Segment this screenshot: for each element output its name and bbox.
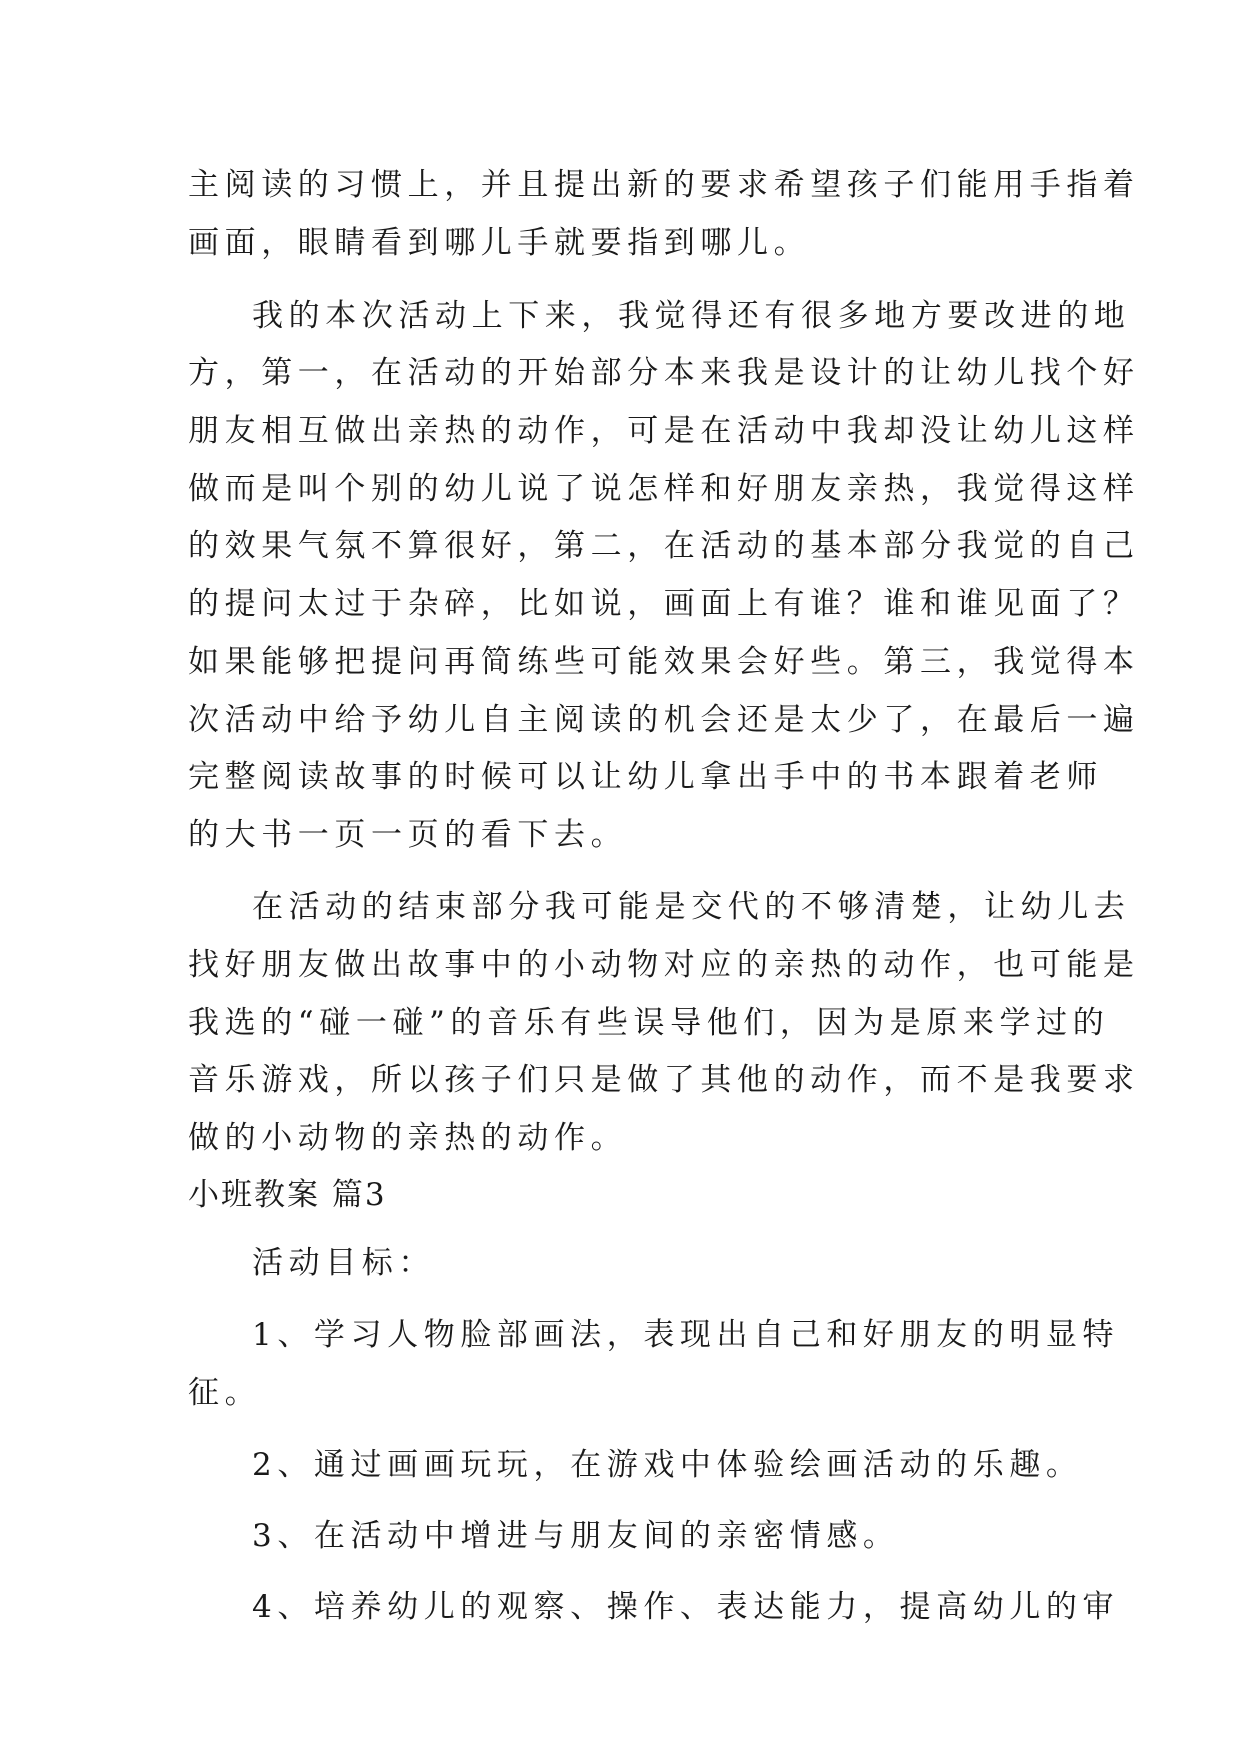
text-line: 的大书一页一页的看下去。 bbox=[188, 817, 628, 853]
text-line: 征。 bbox=[188, 1375, 262, 1411]
text-line: 次活动中给予幼儿自主阅读的机会还是太少了，在最后一遍 bbox=[188, 702, 1140, 738]
text-line: 朋友相互做出亲热的动作，可是在活动中我却没让幼儿这样 bbox=[188, 413, 1140, 449]
text-line: 我选的“碰一碰”的音乐有些误导他们，因为是原来学过的 bbox=[188, 1005, 1110, 1041]
text-line: 音乐游戏，所以孩子们只是做了其他的动作，而不是我要求 bbox=[188, 1062, 1140, 1098]
text-line: 的效果气氛不算很好，第二，在活动的基本部分我觉的自己 bbox=[188, 528, 1140, 564]
paragraph-first-line: 我的本次活动上下来，我觉得还有很多地方要改进的地 bbox=[252, 298, 1131, 334]
text-line: 如果能够把提问再简练些可能效果会好些。第三，我觉得本 bbox=[188, 644, 1140, 680]
text-line: 画面，眼睛看到哪儿手就要指到哪儿。 bbox=[188, 225, 811, 261]
section-label: 活动目标： bbox=[252, 1245, 435, 1281]
list-item: 1、学习人物脸部画法，表现出自己和好朋友的明显特 bbox=[252, 1317, 1120, 1353]
text-line: 找好朋友做出故事中的小动物对应的亲热的动作，也可能是 bbox=[188, 947, 1140, 983]
text-line: 方，第一，在活动的开始部分本来我是设计的让幼儿找个好 bbox=[188, 355, 1140, 391]
paragraph-first-line: 在活动的结束部分我可能是交代的不够清楚，让幼儿去 bbox=[252, 889, 1131, 925]
text-line: 做而是叫个别的幼儿说了说怎样和好朋友亲热，我觉得这样 bbox=[188, 471, 1140, 507]
section-heading: 小班教案 篇3 bbox=[188, 1177, 387, 1213]
text-line: 的提问太过于杂碎，比如说，画面上有谁？谁和谁见面了？ bbox=[188, 586, 1140, 622]
text-line: 主阅读的习惯上，并且提出新的要求希望孩子们能用手指着 bbox=[188, 167, 1140, 203]
text-line: 完整阅读故事的时候可以让幼儿拿出手中的书本跟着老师 bbox=[188, 759, 1103, 795]
text-line: 做的小动物的亲热的动作。 bbox=[188, 1120, 628, 1156]
list-item: 2、通过画画玩玩，在游戏中体验绘画活动的乐趣。 bbox=[252, 1447, 1083, 1483]
list-item: 3、在活动中增进与朋友间的亲密情感。 bbox=[252, 1518, 900, 1554]
list-item: 4、培养幼儿的观察、操作、表达能力，提高幼儿的审 bbox=[252, 1589, 1120, 1625]
